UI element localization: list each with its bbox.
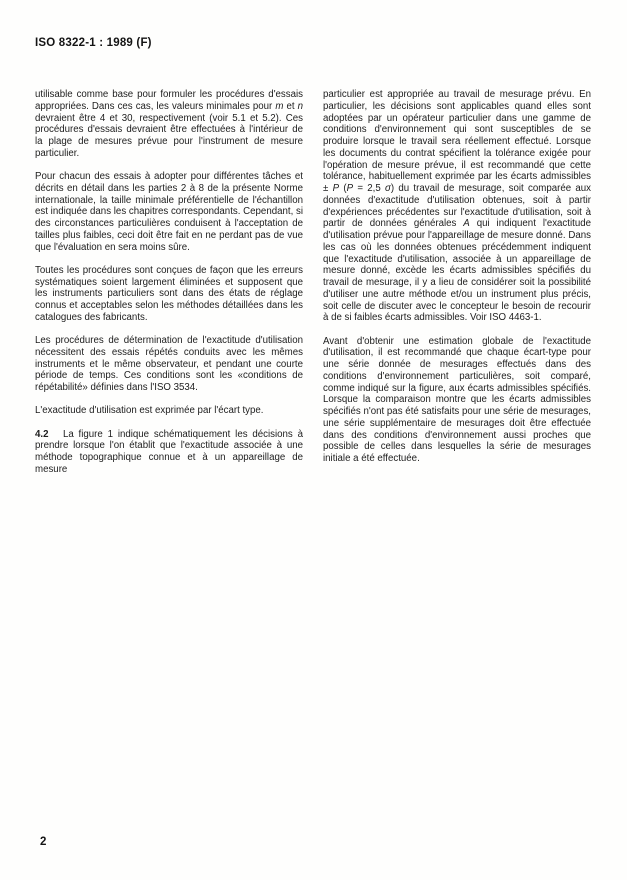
paragraph [323, 336, 591, 465]
text-segment: L'exactitude d'utilisation est exprimée par l'écart type. [35, 405, 264, 417]
text-segment: 4.2 [35, 428, 49, 440]
paragraph [35, 171, 303, 253]
text-segment: n [297, 100, 303, 112]
text-segment: m [275, 100, 284, 112]
text-segment: Pour chacun des essais à adopter pour différentes tâches et décrits en détail dans les parties 2 à 8 de la présente Norme internationale, la taille minimale préférentielle de l'échantillon est indiquée dans les chapitres correspondants. Cependant, si des circonstances particulières conduisent à l'acceptation de tailles plus faibles, ceci doit être fait en ne perdant pas de vue que l'évaluation en sera moins sûre. [35, 171, 303, 253]
paragraph [35, 89, 303, 160]
text-segment: = 2,5 [353, 183, 386, 194]
text-segment: ( [339, 183, 347, 194]
right-column [323, 89, 591, 476]
text-segment: utilisable comme base pour formuler les procédures d'essais appropriées. Dans ces cas, les valeurs minimales pour [35, 89, 303, 112]
paragraph [35, 429, 303, 476]
text-segment: ) du travail de mesurage, soit comparée aux données d'exactitude d'utilisation obtenues, soit à partir d'expériences précédentes sur l'exactitude d'utilisation, soit à partir de données générales [323, 183, 591, 230]
text-segment: P [332, 183, 340, 194]
paragraph [35, 335, 303, 394]
text-segment: et [283, 100, 298, 112]
page-number: 2 [40, 836, 47, 848]
text-segment: σ [385, 183, 391, 194]
text-segment: Toutes les procédures sont conçues de façon que les erreurs systématiques soient largement éliminées et supposent que les instruments particuliers sont dans des états de réglage connus et acceptables selon les méthodes détaillées dans les catalogues des fabricants. [35, 264, 303, 323]
text-segment: devraient être 4 et 30, respectivement (voir 5.1 et 5.2). Ces procédures d'essais devraient être effectuées à l'intérieur de la plage de mesures prévue pour l'instrument de mesure particulier. [35, 112, 303, 159]
left-column [35, 89, 303, 476]
text-segment: La figure 1 indique schématiquement les décisions à prendre lorsque l'on établit que l'exactitude associée à une méthode topographique connue et à un appareillage de mesure [35, 428, 303, 475]
text-segment: P [346, 183, 354, 194]
page-header: ISO 8322-1 : 1989 (F) [35, 37, 152, 49]
paragraph [35, 265, 303, 324]
paragraph [323, 89, 591, 324]
text-segment: qui indiquent l'exactitude d'utilisation prévue pour l'appareillage de mesure donné. Dans les cas où les données obtenues précédemment indiquent que l'exactitude d'utilisation, associée à un appareillage de mesure donné, excède les écarts admissibles spécifiés du travail de mesurage, il y a lieu de considérer soit la possibilité d'utiliser une autre méthode et/ou un instrument plus précis, soit celle de discuter avec le concepteur le besoin de recourir à de si faibles écarts admissibles. Voir ISO 4463-1. [323, 218, 591, 324]
paragraph [35, 405, 303, 417]
text-columns [35, 89, 592, 476]
text-segment: A [463, 218, 470, 230]
text-segment: Les procédures de détermination de l'exactitude d'utilisation nécessitent des essais répétés conduits avec les mêmes instruments et le même observateur, et pendant une courte période de temps. Ces conditions sont les «conditions de répétabilité» définies dans l'ISO 3534. [35, 335, 303, 393]
text-segment: Avant d'obtenir une estimation globale de l'exactitude d'utilisation, il est recommandé que chaque écart-type pour une série donnée de mesurages effectués dans des conditions d'environnement particulières, soit comparé, comme indiqué sur la figure, aux écarts admissibles spécifiés. Lorsque la comparaison montre que les écarts admissibles spécifiés n'ont pas été satisfaits pour une série de mesurages, une série supplémentaire de mesurages doit être effectuée dans des conditions d'environnement aussi proches que possible de celles dans lesquelles la série de mesurages initiale a été effectuée. [323, 335, 591, 464]
text-segment: particulier est appropriée au travail de mesurage prévu. En particulier, les décisions sont applicables quand elles sont adoptées par un opérateur particulier dans une gamme de conditions d'environnement qui sont susceptibles de se produire lorsque le travail sera réellement effectué. Lorsque les documents du contrat spécifient la tolérance exigée pour l'opération de mesure prévue, il est recommandé que cette tolérance, habituellement exprimée par les écarts admissibles ± [323, 89, 591, 194]
